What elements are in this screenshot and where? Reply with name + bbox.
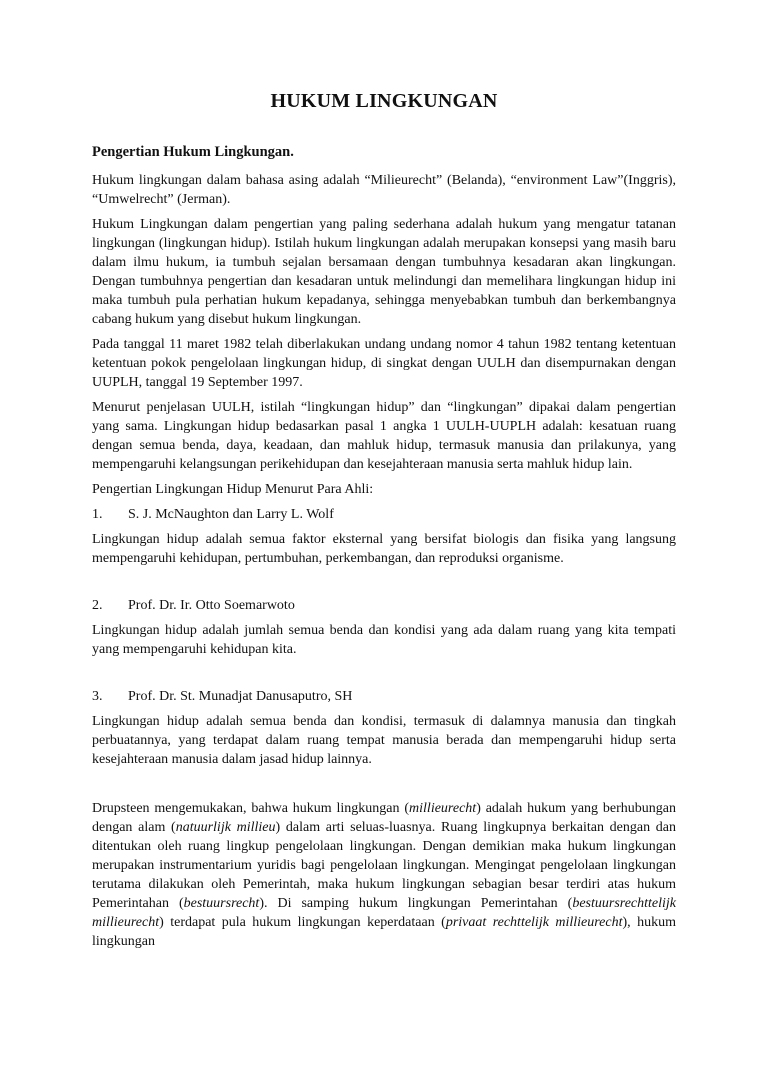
paragraph-explanation: Menurut penjelasan UULH, istilah “lingkungan hidup” dan “lingkungan” dipakai dalam pengertian yang sama. Lingkungan hidup bedasarkan pasal 1 angka 1 UULH-UUPLH adalah: kesatuan ruang dengan semua benda, daya, keadaan, dan mahluk hidup, termasuk manusia dan prilakunya, yang mempengaruhi kelangsungan perikehidupan dan kesejahteraan manusia serta mahluk hidup lain. (92, 400, 676, 472)
paragraph-drupsteen (92, 799, 676, 951)
spacer (92, 574, 676, 596)
expert-name: Prof. Dr. St. Munadjat Danusaputro, SH (128, 689, 353, 704)
expert-number: 3. (92, 689, 103, 704)
document-title: HUKUM LINGKUNGAN (270, 90, 498, 112)
paragraph-uulh: Pada tanggal 11 maret 1982 telah diberlakukan undang undang nomor 4 tahun 1982 tentang ketentuan ketentuan pokok pengelolaan lingkungan hidup, di singkat dengan UULH dan disempurnakan dengan UUPLH, tanggal 19 September 1997. (92, 337, 676, 390)
expert-number: 1. (92, 507, 103, 522)
italic-term: bestuursrechttelijk millieurecht (92, 896, 677, 930)
expert-number: 2. (92, 598, 103, 613)
spacer (92, 665, 676, 687)
expert-name: Prof. Dr. Ir. Otto Soemarwoto (128, 598, 295, 613)
experts-intro: Pengertian Lingkungan Hidup Menurut Para Ahli: (92, 482, 374, 497)
expert-heading-2 (92, 596, 676, 615)
text-run: ) terdapat pula hukum lingkungan keperdataan ( (159, 915, 446, 930)
expert-heading-3 (92, 687, 676, 706)
text-run: ). Di samping hukum lingkungan Pemerintahan ( (259, 896, 573, 911)
expert-definition-3: Lingkungan hidup adalah semua benda dan kondisi, termasuk di dalamnya manusia dan tingkah perbuatannya, yang terdapat dalam ruang tempat manusia berada dan mempengaruhi hidup serta kesejahteraan manusia dalam jasad hidup lainnya. (92, 714, 676, 767)
italic-term: millieurecht (409, 801, 477, 816)
text-run: Drupsteen mengemukakan, bahwa hukum lingkungan ( (92, 801, 410, 816)
expert-definition-1: Lingkungan hidup adalah semua faktor eksternal yang bersifat biologis dan fisika yang langsung mempengaruhi kehidupan, pertumbuhan, perkembangan, dan reproduksi organisme. (92, 532, 676, 566)
text-run: ) adalah hukum yang berhubungan dengan alam ( (92, 801, 676, 835)
expert-heading-1 (92, 505, 676, 524)
expert-name: S. J. McNaughton dan Larry L. Wolf (128, 507, 334, 522)
italic-term: privaat rechttelijk millieurecht (445, 915, 623, 930)
paragraph-definition: Hukum Lingkungan dalam pengertian yang paling sederhana adalah hukum yang mengatur tatanan lingkungan (lingkungan hidup). Istilah hukum lingkungan adalah merupakan konsepsi yang masih baru dalam ilmu hukum, ia tumbuh sejalan bersamaan dengan tumbuhnya kesadaran akan lingkungan. Dengan tumbuhnya pengertian dan kesadaran untuk melindungi dan memelihara lingkungan hidup ini maka tumbuh pula perhatian hukum kepadanya, sehingga menyebabkan tumbuh dan berkembangnya cabang hukum yang disebut hukum lingkungan. (92, 217, 676, 327)
section-heading: Pengertian Hukum Lingkungan. (92, 144, 294, 160)
spacer (92, 775, 676, 799)
italic-term: natuurlijk millieu (175, 820, 276, 835)
document-page (92, 90, 676, 957)
italic-term: bestuursrecht (183, 896, 260, 911)
text-run: ) dalam arti seluas-luasnya. Ruang lingkupnya berkaitan dengan dan ditentukan oleh ruang lingkup pengelolaan lingkungan. Dengan demikian maka hukum lingkungan merupakan instrumentarium yuridis bagi pengelolaan lingkungan. Mengingat pengelolaan lingkungan terutama dilakukan oleh Pemerintah, maka hukum lingkungan sebagian besar terdiri atas hukum Pemerintahan ( (92, 820, 677, 911)
expert-definition-2: Lingkungan hidup adalah jumlah semua benda dan kondisi yang ada dalam ruang yang kita tempati yang mempengaruhi kehidupan kita. (92, 623, 676, 657)
text-run: ), hukum lingkungan (92, 915, 676, 949)
paragraph-foreign-terms: Hukum lingkungan dalam bahasa asing adalah “Milieurecht” (Belanda), “environment Law”(Inggris), “Umwelrecht” (Jerman). (92, 173, 676, 207)
